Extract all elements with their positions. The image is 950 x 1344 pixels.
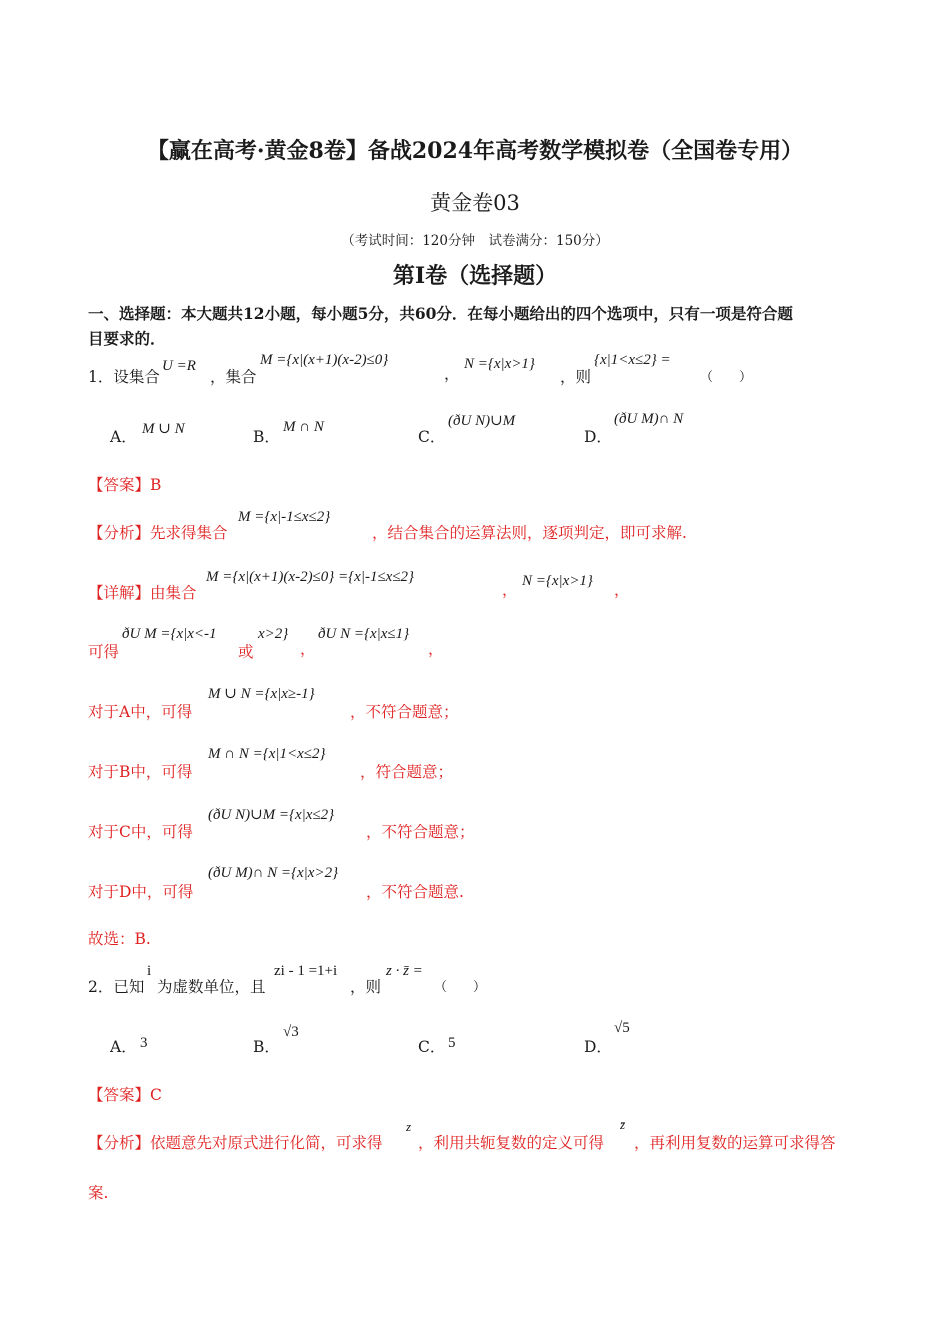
instructions-line2: 目要求的． xyxy=(88,329,166,348)
q1-option-d-label: D． xyxy=(584,428,612,446)
q2-option-b-label: B． xyxy=(253,1038,280,1056)
q1-complement-N: ðU N ={x|x≤1} xyxy=(318,626,410,642)
q1-line-d-post: ，不符合题意. xyxy=(366,883,464,901)
q2-option-a-label: A． xyxy=(110,1038,137,1056)
q2-stem-text: 为虚数单位，且 xyxy=(157,978,266,996)
q1-analysis-rest: ，结合集合的运算法则，逐项判定，即可求解. xyxy=(372,524,687,542)
q1-line-c-pre: 对于C中，可得 xyxy=(88,823,193,841)
q2-analysis-part1: 【分析】依题意先对原式进行化简，可求得 xyxy=(88,1134,383,1152)
q2-option-a: 3 xyxy=(140,1035,148,1051)
q1-option-d: (ðU M)∩ N xyxy=(614,411,684,427)
exam-title: 【赢在高考·黄金8卷】备战2024年高考数学模拟卷（全国卷专用） xyxy=(146,138,804,164)
q1-option-a: M ∪ N xyxy=(142,421,185,437)
q1-line-a-expr: M ∪ N ={x|x≥-1} xyxy=(208,686,315,702)
q1-line-b-expr: M ∩ N ={x|1<x≤2} xyxy=(208,746,326,762)
q1-answer-paren: （ ） xyxy=(700,370,753,385)
q1-comma-3: ， xyxy=(428,640,444,658)
q2-equation: zi - 1 =1+i xyxy=(274,963,338,979)
q1-target-set: {x|1<x≤2} = xyxy=(594,352,671,368)
q1-set-N: N ={x|x>1} xyxy=(464,356,535,372)
q1-option-b: M ∩ N xyxy=(283,419,324,435)
q1-comma: ， xyxy=(444,365,460,383)
q2-analysis-z: z xyxy=(406,1119,412,1134)
q1-option-a-label: A． xyxy=(110,428,137,446)
q1-line-c-expr: (ðU N)∪M ={x|x≤2} xyxy=(208,807,335,823)
q1-complement-M-part2: x>2} xyxy=(258,626,289,642)
q2-then: ，则 xyxy=(350,978,382,996)
q2-analysis-part3: ，再利用复数的运算可求得答 xyxy=(634,1134,836,1152)
q1-analysis-label: 【分析】先求得集合 xyxy=(88,524,228,542)
q2-option-d-label: D． xyxy=(584,1038,612,1056)
q1-comma-2: ， xyxy=(300,640,316,658)
q1-detail-comma: ， xyxy=(502,581,518,599)
q1-universal-set: U =R xyxy=(162,358,196,374)
q2-option-d: √5 xyxy=(614,1020,630,1036)
instructions-line1: 一、选择题：本大题共12小题，每小题5分，共60分．在每小题给出的四个选项中，只有一项是符合题 xyxy=(88,304,793,323)
q1-option-c: (ðU N)∪M xyxy=(448,413,516,429)
q1-set-M: M ={x|(x+1)(x-2)≤0} xyxy=(260,352,389,368)
q1-detail-label: 【详解】由集合 xyxy=(88,584,197,602)
q1-complement-M-part1: ðU M ={x|x<-1 xyxy=(122,626,217,642)
q1-answer: 【答案】B xyxy=(88,476,162,494)
q1-detail-end: ， xyxy=(614,581,630,599)
q1-line-c-post: ，不符合题意； xyxy=(366,823,475,841)
q1-line-d-pre: 对于D中，可得 xyxy=(88,883,194,901)
q1-line-b-post: ，符合题意； xyxy=(360,763,454,781)
section-title: 第I卷（选择题） xyxy=(392,263,558,289)
q2-stem-number: 2．已知 xyxy=(88,978,145,996)
q2-analysis-zbar: z̄ xyxy=(620,1117,626,1132)
q1-option-b-label: B． xyxy=(253,428,280,446)
q2-option-c: 5 xyxy=(448,1035,456,1051)
q1-conclusion: 故选：B. xyxy=(88,930,151,948)
q2-option-b: √3 xyxy=(283,1024,299,1040)
q1-option-c-label: C． xyxy=(418,428,446,446)
q2-answer-paren: （ ） xyxy=(434,980,487,995)
q1-stem-number: 1．设集合 xyxy=(88,368,160,386)
exam-time-info: （考试时间：120分钟 试卷满分：150分） xyxy=(341,233,609,249)
q1-can-get: 可得 xyxy=(88,643,120,661)
q1-stem-text: ，集合 xyxy=(210,368,257,386)
q2-expression: z · z̄ = xyxy=(386,963,423,979)
exam-subtitle: 黄金卷03 xyxy=(430,191,520,215)
q1-line-a-post: ，不符合题意； xyxy=(350,703,459,721)
q1-or: 或 xyxy=(238,643,254,661)
q2-imaginary-unit: i xyxy=(147,963,152,979)
q2-analysis-part2: ，利用共轭复数的定义可得 xyxy=(418,1134,605,1152)
q2-answer: 【答案】C xyxy=(88,1086,162,1104)
q1-line-b-pre: 对于B中，可得 xyxy=(88,763,193,781)
q2-option-c-label: C． xyxy=(418,1038,446,1056)
q2-analysis-part4: 案. xyxy=(88,1184,109,1202)
q1-line-d-expr: (ðU M)∩ N ={x|x>2} xyxy=(208,865,339,881)
q1-detail-set-N: N ={x|x>1} xyxy=(522,573,593,589)
q1-analysis-set-M: M ={x|-1≤x≤2} xyxy=(238,509,331,525)
q1-detail-set-M: M ={x|(x+1)(x-2)≤0} ={x|-1≤x≤2} xyxy=(206,569,415,585)
q1-then: ，则 xyxy=(560,368,592,386)
q1-line-a-pre: 对于A中，可得 xyxy=(88,703,193,721)
